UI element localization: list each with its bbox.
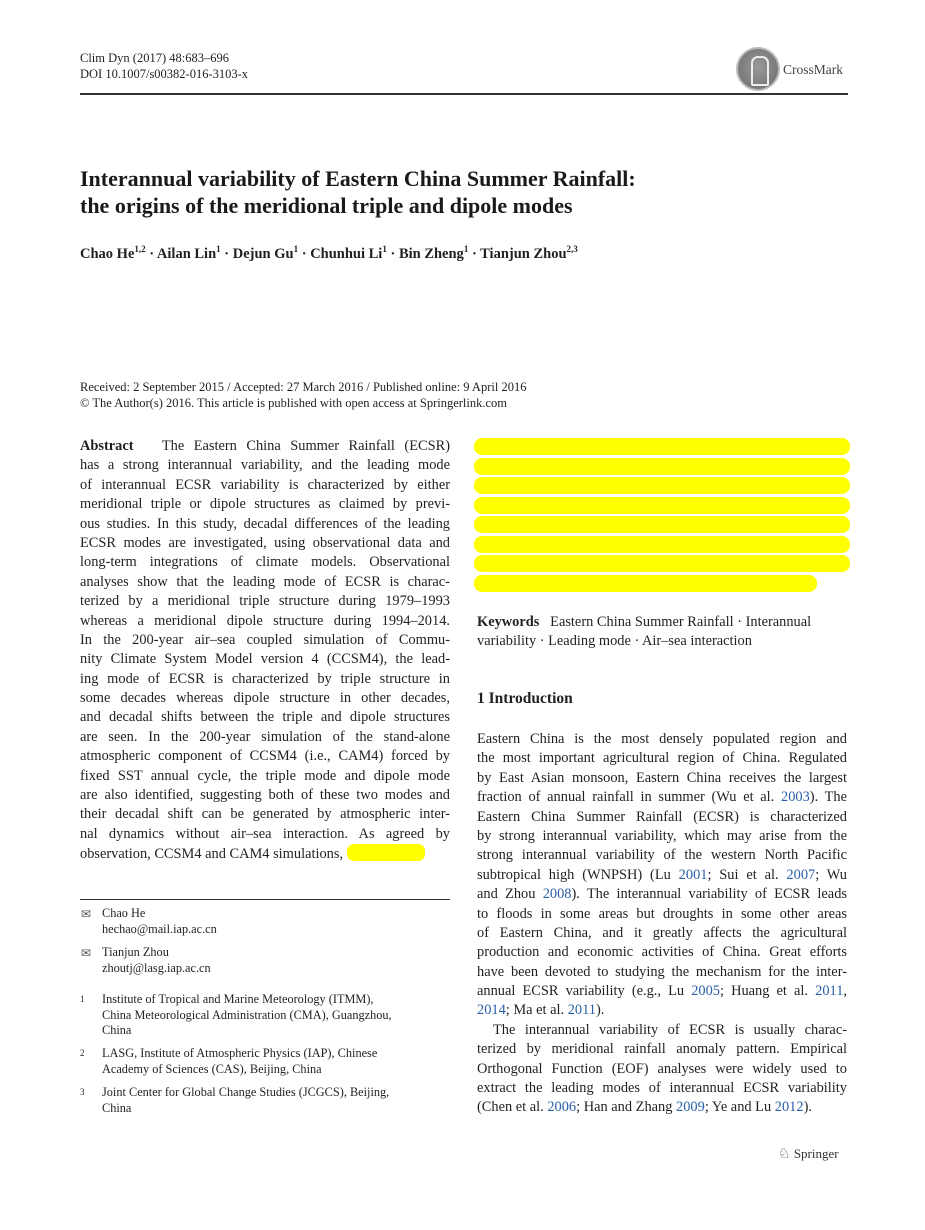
publication-dates: Received: 2 September 2015 / Accepted: 27 March 2016 / Published online: 9 April 2016 bbox=[80, 380, 527, 394]
intro-line: strong interannual variability of the western North Pacific bbox=[477, 847, 847, 864]
section-heading-introduction: 1 Introduction bbox=[477, 690, 573, 707]
author-name[interactable]: Dejun Gu bbox=[232, 245, 294, 262]
abstract-line bbox=[80, 515, 450, 534]
author-name[interactable]: Chunhui Li bbox=[310, 245, 383, 262]
abstract-line-text: long-term integrations of climate models. Observational bbox=[80, 554, 450, 571]
author-affiliation-sup: 1 bbox=[293, 244, 299, 254]
citation-link[interactable]: 2008 bbox=[542, 886, 572, 903]
abstract-line bbox=[80, 456, 450, 475]
introduction-text bbox=[477, 730, 847, 1118]
intro-line: terized by meridional rainfall anomaly pattern. Empirical bbox=[477, 1041, 847, 1058]
citation-link[interactable]: 2012 bbox=[774, 1099, 804, 1116]
keywords bbox=[477, 613, 847, 652]
abstract-line-text: their decadal shift can be generated by atmospheric inter- bbox=[80, 806, 450, 823]
intro-line: fraction of annual rainfall in summer (Wu et al. 2003). The bbox=[477, 789, 847, 806]
title-line: Interannual variability of Eastern China Summer Rainfall: bbox=[80, 166, 636, 191]
abstract-line bbox=[80, 592, 450, 611]
highlight-mark bbox=[347, 844, 425, 861]
highlight-bar bbox=[474, 438, 850, 455]
springer-horse-icon: ♘ bbox=[778, 1147, 791, 1162]
journal-citation: Clim Dyn (2017) 48:683–696 bbox=[80, 51, 229, 65]
correspondent-name: Tianjun Zhou bbox=[102, 945, 169, 959]
intro-line: production and economic activities of China. Great efforts bbox=[477, 944, 847, 961]
abstract-line bbox=[80, 534, 450, 553]
doi[interactable]: DOI 10.1007/s00382-016-3103-x bbox=[80, 67, 249, 81]
intro-line: by strong interannual variability, which may arise from the bbox=[477, 827, 847, 844]
highlight-bar bbox=[474, 477, 850, 494]
paper-title bbox=[80, 165, 636, 219]
citation-link[interactable]: 2001 bbox=[678, 866, 708, 883]
intro-line: annual ECSR variability (e.g., Lu 2005; Huang et al. 2011, bbox=[477, 983, 847, 1000]
intro-line: Orthogonal Function (EOF) analyses were widely used to bbox=[477, 1060, 847, 1077]
affiliation-line: Joint Center for Global Change Studies (JCGCS), Beijing, bbox=[102, 1085, 390, 1099]
intro-line: and Zhou 2008). The interannual variability of ECSR leads bbox=[477, 886, 847, 903]
abstract-line-text: ECSR modes are investigated, using observational data and bbox=[80, 534, 450, 551]
affiliation-line: LASG, Institute of Atmospheric Physics (IAP), Chinese bbox=[102, 1046, 378, 1060]
abstract-line-text: atmospheric component of CCSM4 (i.e., CAM4) forced by bbox=[80, 748, 450, 765]
intro-line: to floods in some areas but droughts in some other areas bbox=[477, 905, 847, 922]
abstract-line-text: and decadal shifts between the triple and dipole structures bbox=[80, 709, 450, 726]
keywords-heading: Keywords bbox=[477, 614, 540, 630]
abstract-heading: Abstract bbox=[80, 438, 134, 454]
intro-line: The interannual variability of ECSR is usually charac- bbox=[493, 1021, 847, 1038]
email-icon: ✉ bbox=[81, 907, 92, 921]
author-name[interactable]: Bin Zheng bbox=[398, 245, 464, 262]
email-icon: ✉ bbox=[81, 946, 92, 960]
abstract-line-text: terized by a meridional triple structure during 1979–1993 bbox=[80, 593, 450, 610]
footnotes bbox=[0, 906, 460, 1126]
correspondent-name: Chao He bbox=[102, 906, 146, 920]
affiliation-line: Academy of Sciences (CAS), Beijing, China bbox=[102, 1061, 322, 1076]
crossmark-label[interactable]: CrossMark bbox=[783, 62, 843, 77]
citation-link[interactable]: 2006 bbox=[547, 1099, 577, 1116]
correspondent-email[interactable]: zhoutj@lasg.iap.ac.cn bbox=[102, 961, 211, 975]
affiliation-line: China bbox=[102, 1100, 132, 1115]
abstract-line bbox=[80, 437, 450, 456]
header-rule bbox=[80, 93, 848, 95]
abstract-line-text: nity Climate System Model version 4 (CCSM4), the lead- bbox=[80, 651, 450, 668]
abstract-line-text: ous studies. In this study, decadal differences of the leading bbox=[80, 515, 450, 532]
abstract-line-text: ing mode of ECSR is characterized by triple structure in bbox=[80, 670, 450, 687]
abstract-line-text: whereas a meridional dipole structure during 1994–2014. bbox=[80, 612, 450, 629]
highlight-bar bbox=[474, 458, 850, 475]
copyright-notice: © The Author(s) 2016. This article is published with open access at Springerlink.com bbox=[80, 396, 508, 410]
affiliation-number: 2 bbox=[80, 1048, 85, 1058]
intro-line: by East Asian monsoon, Eastern China receives the largest bbox=[477, 769, 847, 786]
abstract-line-text: has a strong interannual variability, and the leading mode bbox=[80, 457, 450, 474]
intro-line: Eastern China is the most densely populated region and bbox=[477, 731, 847, 747]
keywords-line: Eastern China Summer Rainfall · Interannual bbox=[550, 614, 812, 630]
abstract-line bbox=[80, 708, 450, 727]
abstract-line-text: observation, CCSM4 and CAM4 simulations, bbox=[80, 846, 344, 863]
abstract-line bbox=[80, 495, 450, 514]
affiliation-line: China bbox=[102, 1023, 132, 1038]
abstract-line-text: some decades whereas dipole structure in other decades, bbox=[80, 690, 450, 707]
article-history bbox=[80, 379, 526, 411]
abstract-line-text: of interannual ECSR variability is characterized by either bbox=[80, 476, 450, 493]
abstract-line bbox=[80, 728, 450, 747]
author-list: Chao He$^{1,2}$ · Ailan Lin$^1$ · Dejun $Gu^1$ · Chunhui $Li^1$ · Bin Zheng$^1$ · Tianjun Zhou$^{2,3}$ bbox=[80, 244, 578, 262]
intro-line: 2014; Ma et al. 2011). bbox=[477, 1002, 605, 1019]
citation-link[interactable]: 2005 bbox=[691, 983, 720, 1000]
citation-link[interactable]: 2011 bbox=[815, 983, 844, 1000]
abstract-line-text: In the 200-year air–sea coupled simulation of Commu- bbox=[80, 631, 450, 648]
citation-link[interactable]: 2014 bbox=[477, 1002, 506, 1019]
abstract-line bbox=[80, 650, 450, 669]
affiliation-number: 1 bbox=[80, 994, 85, 1004]
abstract-line bbox=[80, 689, 450, 708]
abstract-line-text: are seen. In the 200-year simulation of the stand-alone bbox=[80, 728, 450, 745]
highlight-bar bbox=[474, 575, 817, 592]
abstract-line bbox=[80, 631, 450, 650]
author-affiliation-sup: 1 bbox=[216, 244, 221, 254]
highlight-bar bbox=[474, 536, 850, 553]
springer-logo bbox=[778, 1146, 839, 1163]
abstract-line bbox=[80, 476, 450, 495]
highlight-bar bbox=[474, 516, 850, 533]
affiliation-line: China Meteorological Administration (CMA), Guangzhou, bbox=[102, 1007, 392, 1022]
intro-line: have been devoted to studying the mechanism for the inter- bbox=[477, 963, 847, 980]
intro-line: Eastern China Summer Rainfall (ECSR) is characterized bbox=[477, 808, 847, 825]
abstract-line bbox=[80, 747, 450, 766]
publisher-name: Springer bbox=[793, 1146, 839, 1161]
affiliation-line: Institute of Tropical and Marine Meteorology (ITMM), bbox=[102, 992, 374, 1006]
abstract-line-text: fixed SST annual cycle, the triple mode and dipole mode bbox=[80, 767, 450, 784]
intro-line: of Eastern China, and it greatly affects the agricultural bbox=[477, 924, 847, 941]
citation-link[interactable]: 2011 bbox=[567, 1002, 596, 1019]
intro-line: subtropical high (WNPSH) (Lu 2001; Sui et al. 2007; Wu bbox=[477, 866, 847, 883]
crossmark-icon[interactable] bbox=[736, 47, 780, 91]
author-name[interactable]: Ailan Lin bbox=[156, 245, 217, 262]
footnote-separator bbox=[80, 899, 450, 900]
journal-header bbox=[80, 50, 248, 82]
abstract-line-text: analyses show that the leading mode of ECSR is charac- bbox=[80, 573, 450, 590]
abstract-line bbox=[80, 805, 450, 824]
abstract-line bbox=[80, 844, 450, 863]
author-affiliation-sup: 2,3 bbox=[566, 244, 578, 254]
author-name[interactable]: Tianjun Zhou bbox=[480, 245, 567, 262]
abstract-line bbox=[80, 825, 450, 844]
abstract-line-text: meridional triple or dipole structures as claimed by previ- bbox=[80, 496, 450, 513]
intro-line: (Chen et al. 2006; Han and Zhang 2009; Ye and Lu 2012). bbox=[477, 1099, 812, 1116]
highlight-bar bbox=[474, 555, 850, 572]
abstract-line bbox=[80, 573, 450, 592]
intro-line: the most important agricultural region of China. Regulated bbox=[477, 750, 847, 767]
abstract-line bbox=[80, 670, 450, 689]
author-affiliation-sup: 1 bbox=[382, 244, 387, 254]
author-affiliation-sup: 1 bbox=[463, 244, 469, 254]
abstract bbox=[80, 437, 450, 864]
affiliation-number: 3 bbox=[80, 1087, 85, 1097]
abstract-line bbox=[80, 612, 450, 631]
intro-line: extract the leading modes of interannual ECSR variability bbox=[477, 1080, 847, 1097]
abstract-line-text: nal dynamics without air–sea interaction. As agreed by bbox=[80, 825, 450, 842]
abstract-line bbox=[80, 767, 450, 786]
abstract-line-text: are also identified, suggesting both of these two modes and bbox=[80, 787, 450, 804]
citation-link[interactable]: 2003 bbox=[781, 789, 810, 806]
abstract-line-text: The Eastern China Summer Rainfall (ECSR) bbox=[161, 438, 450, 454]
citation-link[interactable]: 2009 bbox=[676, 1099, 705, 1116]
keywords-line: variability · Leading mode · Air–sea interaction bbox=[477, 633, 752, 650]
highlight-bar bbox=[474, 497, 850, 514]
correspondent-email[interactable]: hechao@mail.iap.ac.cn bbox=[102, 922, 217, 936]
abstract-line bbox=[80, 553, 450, 572]
abstract-line bbox=[80, 786, 450, 805]
title-line: the origins of the meridional triple and dipole modes bbox=[80, 193, 573, 218]
author-name[interactable]: Chao He bbox=[80, 245, 135, 262]
author-affiliation-sup: 1,2 bbox=[134, 244, 146, 254]
citation-link[interactable]: 2007 bbox=[786, 866, 816, 883]
